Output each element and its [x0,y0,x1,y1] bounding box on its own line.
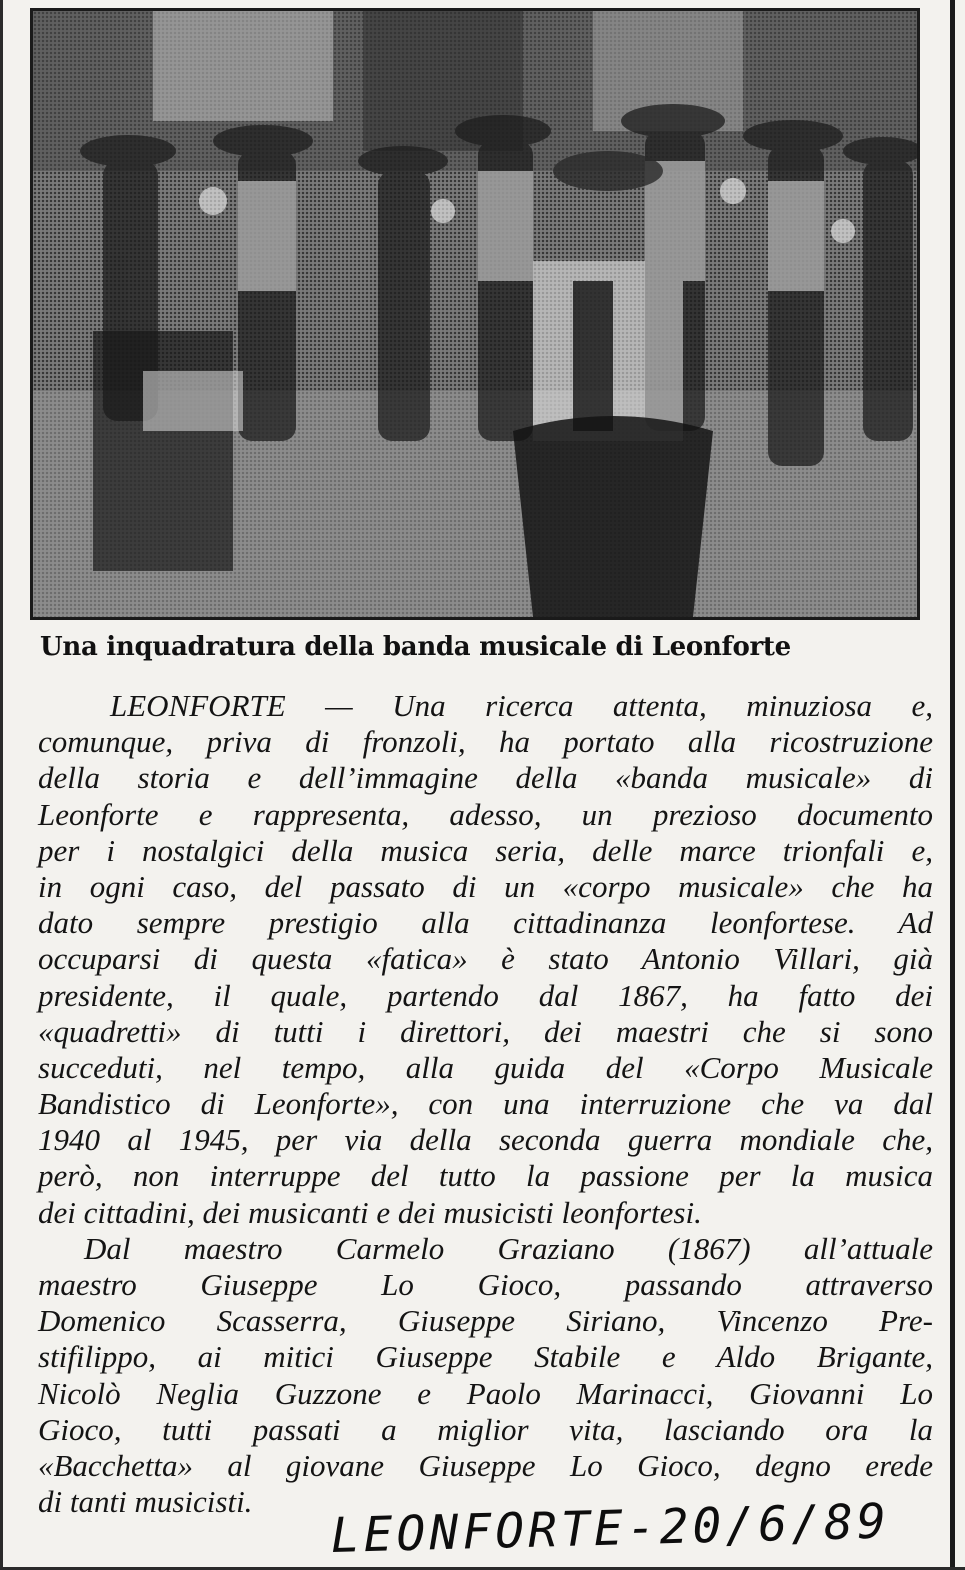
article-line: 1940 al 1945, per via della seconda guerra mondiale che, [38,1122,933,1158]
article-line: Domenico Scasserra, Giuseppe Siriano, Vincenzo Pre- [38,1303,933,1339]
left-border [0,0,3,1570]
article-line: maestro Giuseppe Lo Gioco, passando attraverso [38,1267,933,1302]
article-line: Gioco, tutti passati a miglior vita, lasciando ora la [38,1411,933,1447]
article-line: Dal maestro Carmelo Graziano (1867) all’attuale [84,1230,933,1266]
band-photo [30,8,920,620]
article-line: però, non interruppe del tutto la passione per la musica [38,1158,933,1194]
handwritten-date-note: LEONFORTE-20/6/89 [330,1493,891,1564]
article-line: Bandistico di Leonforte», con una interruzione che va dal [38,1086,933,1122]
article-line: «quadretti» di tutti i direttori, dei maestri che si sono [38,1013,933,1049]
article-line: Nicolò Neglia Guzzone e Paolo Marinacci, Giovanni Lo [38,1375,933,1411]
article-line: dei cittadini, dei musicanti e dei musicisti leonfortesi. [38,1194,702,1230]
photo-caption: Una inquadratura della banda musicale di Leonforte [40,632,791,662]
article-body [38,688,933,1520]
article-line: della storia e dell’immagine della «banda musicale» di [38,760,933,796]
right-border [950,0,955,1570]
article-line: di tanti musicisti. [38,1484,253,1520]
article-line: occuparsi di questa «fatica» è stato Antonio Villari, già [38,941,933,977]
article-line: LEONFORTE — Una ricerca attenta, minuziosa e, [110,688,933,723]
article-line: «Bacchetta» al giovane Giuseppe Lo Gioco, degno erede [38,1447,933,1483]
band-photo-illustration [33,11,917,617]
article-line: stifilippo, ai mitici Giuseppe Stabile e Aldo Brigante, [38,1339,933,1375]
article-line: presidente, il quale, partendo dal 1867, ha fatto dei [38,977,933,1013]
article-line: in ogni caso, del passato di un «corpo musicale» che ha [38,868,933,904]
article-line: dato sempre prestigio alla cittadinanza leonfortese. Ad [38,905,933,941]
article-line: succeduti, nel tempo, alla guida del «Corpo Musicale [38,1049,933,1085]
article-line: per i nostalgici della musica seria, delle marce trionfali e, [38,832,933,868]
article-line: comunque, priva di fronzoli, ha portato alla ricostruzione [38,724,933,760]
article-line: Leonforte e rappresenta, adesso, un prezioso documento [38,796,933,832]
